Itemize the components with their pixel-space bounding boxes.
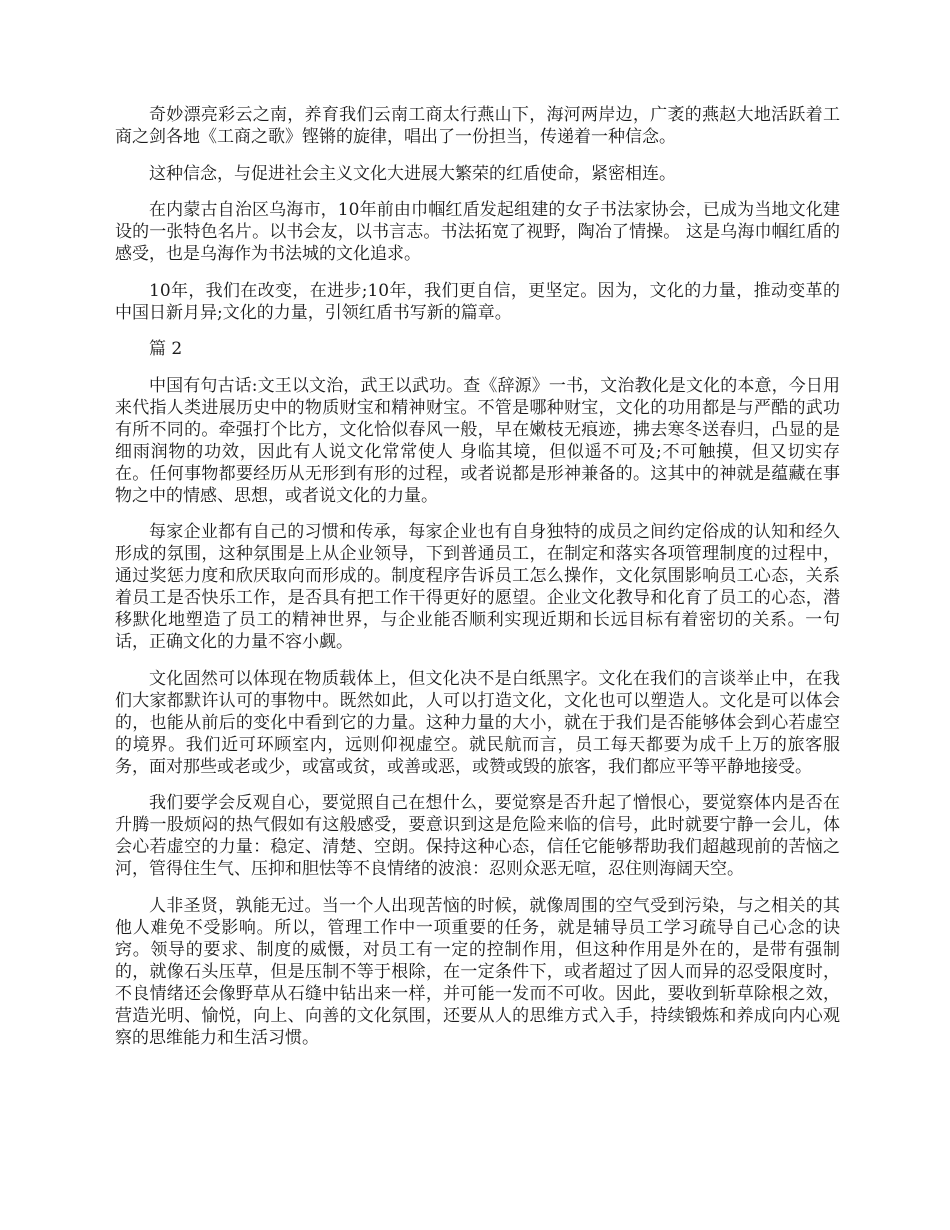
- section-paragraph-3: 文化固然可以体现在物质载体上，但文化决不是白纸黑字。文化在我们的言谈举止中，在我们大家都默许认可的事物中。既然如此，人可以打造文化，文化也可以塑造人。文化是可以体会的，也能从前后的变化中看到它的力量。这种力量的大小，就在于我们是否能够体会到心若虚空的境界。我们近可环顾室内，远则仰视虚空。就民航而言，员工每天都要为成千上万的旅客服务，面对那些或老或少，或富或贫，或善或恶，或赞或毁的旅客，我们都应平等平静地接受。: [115, 668, 840, 777]
- section-paragraph-1: 中国有句古话:文王以文治，武王以武功。查《辞源》一书，文治教化是文化的本意，今日用来代指人类进展历史中的物质财宝和精神财宝。不管是哪种财宝，文化的功用都是与严酷的武功 有所不同的。牵强打个比方，文化恰似春风一般，早在嫩枝无痕迹，拂去寒冬送春归，凸显的是细雨润物的功效，因此有人说文化常常使人 身临其境，但似遥不可及;不可触摸，但又切实存在。任何事物都要经历从无形到有形的过程，或者说都是形神兼备的。这其中的神就是蕴藏在事物之中的情感、思想，或者说文化的力量。: [115, 375, 840, 506]
- section-heading: 篇 2: [149, 339, 183, 359]
- section-paragraph-2: 每家企业都有自己的习惯和传承，每家企业也有自身独特的成员之间约定俗成的认知和经久形成的氛围，这种氛围是上从企业领导，下到普通员工，在制定和落实各项管理制度的过程中，通过奖惩力度和欣厌取向而形成的。制度程序告诉员工怎么操作，文化氛围影响员工心态，关系着员工是否快乐工作，是否具有把工作干得更好的愿望。企业文化教导和化育了员工的心态，潜移默化地塑造了员工的精神世界，与企业能否顺利实现近期和长远目标有着密切的关系。一句话，正确文化的力量不容小觑。: [115, 522, 840, 652]
- paragraph-2: 这种信念，与促进社会主义文化大进展大繁荣的红盾使命，紧密相连。: [149, 163, 676, 184]
- section-paragraph-4: 我们要学会反观自心，要觉照自己在想什么，要觉察是否升起了憎恨心，要觉察体内是否在升腾一股烦闷的热气假如有这般感受，要意识到这是危险来临的信号，此时就要宁静一会儿，体会心若虚空的力量：稳定、清楚、空朗。保持这种心态，信任它能够帮助我们超越现前的苦恼之河，管得住生气、压抑和胆怯等不良情绪的波浪：忍则众恶无喧，忍住则海阔天空。: [115, 793, 840, 879]
- paragraph-4: 10年，我们在改变，在进步;10年，我们更自信，更坚定。因为，文化的力量，推动变革的中国日新月异;文化的力量，引领红盾书写新的篇章。: [115, 280, 840, 323]
- section-paragraph-5: 人非圣贤，孰能无过。当一个人出现苦恼的时候，就像周围的空气受到污染，与之相关的其他人难免不受影响。所以，管理工作中一项重要的任务，就是辅导员工学习疏导自己心念的诀窍。领导的要求、制度的威慑，对员工有一定的控制作用，但这种作用是外在的，是带有强制的，就像石头压草，但是压制不等于根除，在一定条件下，或者超过了因人而异的忍受限度时，不良情绪还会像野草从石缝中钻出来一样，并可能一发而不可收。因此，要收到斩草除根之效，营造光明、愉悦，向上、向善的文化氛围，还要从人的思维方式入手，持续锻炼和养成向内心观察的思维能力和生活习惯。: [115, 895, 840, 1048]
- document-page: [115, 104, 840, 1063]
- paragraph-3: 在内蒙古自治区乌海市，10年前由巾帼红盾发起组建的女子书法家协会，已成为当地文化建设的一张特色名片。以书会友，以书言志。书法拓宽了视野，陶冶了情操。 这是乌海巾帼红盾的感受，也是乌海作为书法城的文化追求。: [115, 200, 840, 264]
- paragraph-1: 奇妙漂亮彩云之南，养育我们云南工商太行燕山下，海河两岸边，广袤的燕赵大地活跃着工商之剑各地《工商之歌》铿锵的旋律，唱出了一份担当，传递着一种信念。: [115, 105, 840, 147]
